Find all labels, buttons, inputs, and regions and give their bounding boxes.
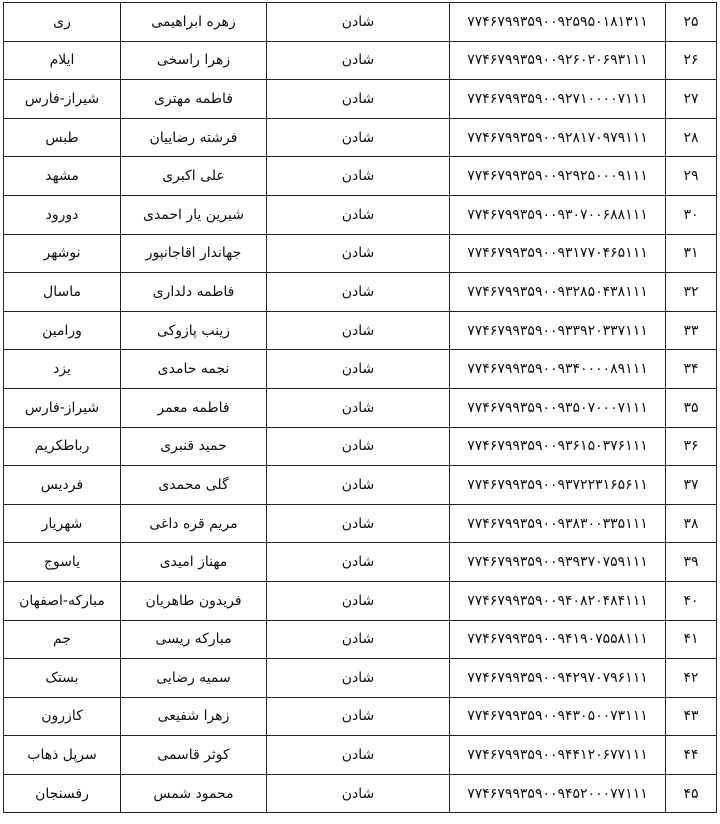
person-name: شیرین یار احمدی: [121, 195, 267, 234]
account-code: ۷۷۴۶۷۹۹۳۵۹۰۰۹۳۹۳۷۰۷۵۹۱۱۱: [450, 543, 666, 582]
account-code: ۷۷۴۶۷۹۹۳۵۹۰۰۹۴۰۸۲۰۴۸۴۱۱۱: [450, 581, 666, 620]
account-code: ۷۷۴۶۷۹۹۳۵۹۰۰۹۴۴۱۲۰۶۷۷۱۱۱: [450, 736, 666, 775]
row-number: ۲۸: [666, 118, 717, 157]
person-name: زهرا شفیعی: [121, 697, 267, 736]
person-name: مهناز امیدی: [121, 543, 267, 582]
table-row: [4, 774, 717, 813]
person-name: فریدون طاهریان: [121, 581, 267, 620]
table-row: [4, 388, 717, 427]
person-name: سمیه رضایی: [121, 659, 267, 698]
branch-name: شادن: [267, 41, 450, 80]
row-number: ۴۰: [666, 581, 717, 620]
table-row: [4, 195, 717, 234]
table-row: [4, 697, 717, 736]
row-number: ۳۱: [666, 234, 717, 273]
roster-table: [3, 2, 717, 813]
account-code: ۷۷۴۶۷۹۹۳۵۹۰۰۹۳۷۲۲۳۱۶۵۶۱۱: [450, 466, 666, 505]
row-number: ۳۵: [666, 388, 717, 427]
city-name: طبس: [4, 118, 121, 157]
table-row: [4, 80, 717, 119]
person-name: فاطمه دلداری: [121, 273, 267, 312]
city-name: بستک: [4, 659, 121, 698]
person-name: فاطمه مهتری: [121, 80, 267, 119]
row-number: ۳۴: [666, 350, 717, 389]
table-row: [4, 273, 717, 312]
city-name: نوشهر: [4, 234, 121, 273]
account-code: ۷۷۴۶۷۹۹۳۵۹۰۰۹۲۶۰۲۰۶۹۳۱۱۱: [450, 41, 666, 80]
account-code: ۷۷۴۶۷۹۹۳۵۹۰۰۹۳۰۷۰۰۶۸۸۱۱۱: [450, 195, 666, 234]
account-code: ۷۷۴۶۷۹۹۳۵۹۰۰۹۳۶۱۵۰۳۷۶۱۱۱: [450, 427, 666, 466]
table-row: [4, 659, 717, 698]
person-name: علی اکبری: [121, 157, 267, 196]
person-name: حمید قنبری: [121, 427, 267, 466]
branch-name: شادن: [267, 388, 450, 427]
branch-name: شادن: [267, 620, 450, 659]
account-code: ۷۷۴۶۷۹۹۳۵۹۰۰۹۴۳۰۵۰۰۷۳۱۱۱: [450, 697, 666, 736]
branch-name: شادن: [267, 311, 450, 350]
table-row: [4, 350, 717, 389]
city-name: ایلام: [4, 41, 121, 80]
account-code: ۷۷۴۶۷۹۹۳۵۹۰۰۹۲۷۱۰۰۰۰۷۱۱۱: [450, 80, 666, 119]
row-number: ۲۶: [666, 41, 717, 80]
city-name: دورود: [4, 195, 121, 234]
row-number: ۳۷: [666, 466, 717, 505]
branch-name: شادن: [267, 581, 450, 620]
row-number: ۴۵: [666, 774, 717, 813]
account-code: ۷۷۴۶۷۹۹۳۵۹۰۰۹۳۴۰۰۰۰۸۹۱۱۱: [450, 350, 666, 389]
table-row: [4, 3, 717, 42]
city-name: سرپل ذهاب: [4, 736, 121, 775]
row-number: ۲۵: [666, 3, 717, 42]
person-name: فاطمه معمر: [121, 388, 267, 427]
table-row: [4, 157, 717, 196]
city-name: یزد: [4, 350, 121, 389]
city-name: رفسنجان: [4, 774, 121, 813]
branch-name: شادن: [267, 736, 450, 775]
person-name: زهره ابراهیمی: [121, 3, 267, 42]
account-code: ۷۷۴۶۷۹۹۳۵۹۰۰۹۳۱۷۷۰۴۶۵۱۱۱: [450, 234, 666, 273]
table-row: [4, 504, 717, 543]
branch-name: شادن: [267, 195, 450, 234]
city-name: یاسوج: [4, 543, 121, 582]
person-name: نجمه حامدی: [121, 350, 267, 389]
person-name: کوثر قاسمی: [121, 736, 267, 775]
row-number: ۴۱: [666, 620, 717, 659]
city-name: شیراز-فارس: [4, 80, 121, 119]
city-name: رباطکریم: [4, 427, 121, 466]
person-name: گلی محمدی: [121, 466, 267, 505]
person-name: فرشته رضاییان: [121, 118, 267, 157]
row-number: ۳۸: [666, 504, 717, 543]
row-number: ۲۹: [666, 157, 717, 196]
account-code: ۷۷۴۶۷۹۹۳۵۹۰۰۹۴۱۹۰۷۵۵۸۱۱۱: [450, 620, 666, 659]
city-name: جم: [4, 620, 121, 659]
account-code: ۷۷۴۶۷۹۹۳۵۹۰۰۹۲۹۲۵۰۰۰۹۱۱۱: [450, 157, 666, 196]
roster-body: [4, 3, 717, 813]
branch-name: شادن: [267, 774, 450, 813]
city-name: ری: [4, 3, 121, 42]
table-row: [4, 466, 717, 505]
row-number: ۳۳: [666, 311, 717, 350]
city-name: فردیس: [4, 466, 121, 505]
person-name: زینب پازوکی: [121, 311, 267, 350]
city-name: شهریار: [4, 504, 121, 543]
city-name: مشهد: [4, 157, 121, 196]
account-code: ۷۷۴۶۷۹۹۳۵۹۰۰۹۳۸۳۰۰۳۳۵۱۱۱: [450, 504, 666, 543]
table-row: [4, 118, 717, 157]
table-row: [4, 234, 717, 273]
branch-name: شادن: [267, 466, 450, 505]
person-name: محمود شمس: [121, 774, 267, 813]
branch-name: شادن: [267, 504, 450, 543]
row-number: ۳۶: [666, 427, 717, 466]
row-number: ۴۲: [666, 659, 717, 698]
table-row: [4, 581, 717, 620]
branch-name: شادن: [267, 118, 450, 157]
branch-name: شادن: [267, 350, 450, 389]
city-name: ورامین: [4, 311, 121, 350]
row-number: ۴۳: [666, 697, 717, 736]
table-row: [4, 736, 717, 775]
account-code: ۷۷۴۶۷۹۹۳۵۹۰۰۹۲۵۹۵۰۱۸۱۳۱۱: [450, 3, 666, 42]
row-number: ۴۴: [666, 736, 717, 775]
table-row: [4, 311, 717, 350]
branch-name: شادن: [267, 234, 450, 273]
account-code: ۷۷۴۶۷۹۹۳۵۹۰۰۹۳۵۰۷۰۰۰۷۱۱۱: [450, 388, 666, 427]
branch-name: شادن: [267, 427, 450, 466]
row-number: ۳۰: [666, 195, 717, 234]
row-number: ۳۲: [666, 273, 717, 312]
table-row: [4, 427, 717, 466]
branch-name: شادن: [267, 3, 450, 42]
branch-name: شادن: [267, 659, 450, 698]
branch-name: شادن: [267, 157, 450, 196]
table-row: [4, 543, 717, 582]
branch-name: شادن: [267, 273, 450, 312]
account-code: ۷۷۴۶۷۹۹۳۵۹۰۰۹۲۸۱۷۰۹۷۹۱۱۱: [450, 118, 666, 157]
row-number: ۲۷: [666, 80, 717, 119]
person-name: جهاندار اقاجانپور: [121, 234, 267, 273]
city-name: مبارکه-اصفهان: [4, 581, 121, 620]
account-code: ۷۷۴۶۷۹۹۳۵۹۰۰۹۴۲۹۷۰۷۹۶۱۱۱: [450, 659, 666, 698]
row-number: ۳۹: [666, 543, 717, 582]
branch-name: شادن: [267, 80, 450, 119]
account-code: ۷۷۴۶۷۹۹۳۵۹۰۰۹۳۲۸۵۰۴۳۸۱۱۱: [450, 273, 666, 312]
city-name: شیراز-فارس: [4, 388, 121, 427]
table-row: [4, 41, 717, 80]
account-code: ۷۷۴۶۷۹۹۳۵۹۰۰۹۴۵۲۰۰۰۷۷۱۱۱: [450, 774, 666, 813]
person-name: مبارکه ریسی: [121, 620, 267, 659]
city-name: کازرون: [4, 697, 121, 736]
account-code: ۷۷۴۶۷۹۹۳۵۹۰۰۹۳۳۹۲۰۳۳۷۱۱۱: [450, 311, 666, 350]
branch-name: شادن: [267, 543, 450, 582]
city-name: ماسال: [4, 273, 121, 312]
person-name: زهرا راسخی: [121, 41, 267, 80]
table-row: [4, 620, 717, 659]
person-name: مریم قره داغی: [121, 504, 267, 543]
branch-name: شادن: [267, 697, 450, 736]
